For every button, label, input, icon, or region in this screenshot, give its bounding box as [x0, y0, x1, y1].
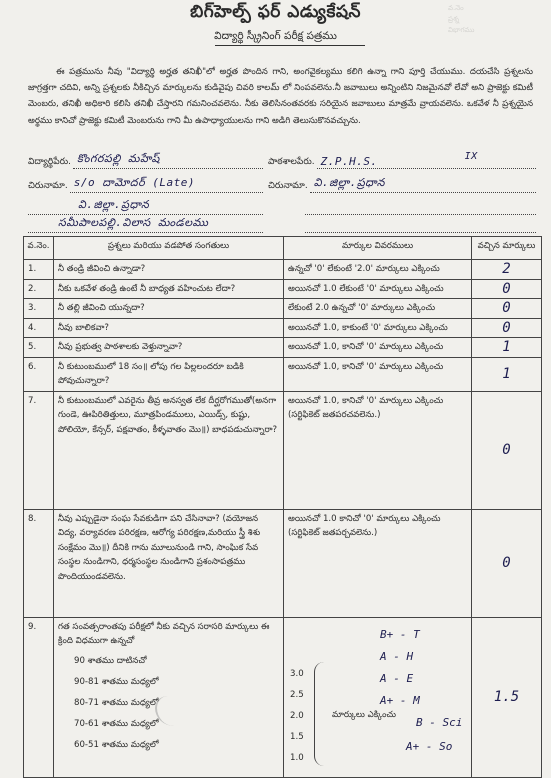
subtitle-underline [215, 45, 365, 46]
school-name-label: పాఠశాలపేరు. [268, 157, 315, 167]
grade-bands: 90 శాతము దాటినచో 90-81 శాతము మధ్యలో 80-71 శాతము మధ్యలో 70-61 శాతము మధ్యలో 60-51 శాతము మధ్యలో [74, 655, 159, 750]
mark-cell[interactable]: 0 [472, 391, 542, 509]
handwritten-grade: A - E [380, 671, 414, 685]
handwritten-grade: B - Sci [416, 715, 463, 729]
table-row: 7. నీ కుటుంబములో ఎవరైను తీవ్ర అనస్వత లేక దీర్ఘరోగముతో(అనగా గుండె, ఊపిరితిత్తులు, మూత్రపిండములు, ఎయిడ్స్, కుష్టు, పోలియో, కేన్సర్, పక్షవాతం, కీళ్ళవాతం మొ॥) బాధపడుచున్నారా? అయినచో 1.0, కానిచో '0' మార్కులు ఎక్కించు (సర్టిఫికెట్ జతపరచవలెను.) 0 [24, 391, 542, 509]
table-row: 9. గత సంవత్సరాంతపు పరీక్షలో నీకు వచ్చిన సరాసరి మార్కులు ఈ క్రింది విధముగా ఉన్నచో 90 శాతము దాటినచో 90-81 శాతము మధ్యలో 80-71 శాతము మధ్యలో 70-61 శాతము మధ్యలో 60-51 శాతము మధ్యలో 3.0 2.5 2.0 1.5 1.0 మార్కులు ఎక్కించు B+ - T A - H A - E A+ - M B - Sci A+ - So 1.5 [24, 617, 542, 777]
address-label-2: చిరునామా. [268, 181, 308, 191]
address-line-4-right[interactable] [305, 220, 536, 233]
mark-cell[interactable]: 1.5 [472, 617, 542, 777]
address-line-3[interactable] [28, 198, 263, 215]
table-row: 3. నీ తల్లి జీవించి యున్నదా? లేకుంటే 2.0 ఉన్నచో '0' మార్కులు ఎక్కించు 0 [24, 299, 542, 319]
address-value-2: వి.జిల్లా.ప్రధాన [313, 176, 385, 189]
address-value-1: s/o దామోదర్ (Late) [73, 176, 195, 189]
class-value: IX [464, 151, 478, 162]
school-name-field[interactable] [268, 151, 536, 169]
form-subtitle: విద్యార్థి స్క్రీనింగ్ పరీక్ష పత్రము [214, 30, 337, 42]
address-line-4[interactable] [28, 216, 263, 233]
address-value-4: సమీపాలపల్లి.విలాస మండలము [58, 216, 209, 229]
mark-cell[interactable]: 1 [472, 338, 542, 358]
header-scoring: మార్కుల వివరములు [284, 237, 472, 260]
table-row: 6. నీ కుటుంబములో 18 సం॥ లోపు గల పిల్లలందరూ బడికి పోవుచున్నారా? అయినచో 1.0, కానిచో '0' మార్కులు ఎక్కించు 1 [24, 357, 542, 391]
screening-table [23, 236, 542, 778]
address-label-1: చిరునామా. [28, 181, 68, 191]
instructions-paragraph: ఈ పత్రమును నీవు "విద్యార్థి అర్హత తనిఖీ"లో అర్హత పొందిన గాని, అంగవైకల్యము కలిగి ఉన్నా గాని పూర్తి చేయుము. దయచేసి ప్రశ్నలను జాగ్రత్తగా చదివి, అన్ని ప్రశ్నలకు నీకిచ్చిన మార్కులను కుడివైపు చివరి కాలమ్ లో నింపవలెను.నీ జవాబులు అన్నింటిని నిజమైనవో లేవో అని ప్రాజెక్టు కమిటీ మెంబరు, తనిఖీ అధికారి కలిసి తనిఖీ చేస్తారని గమనించవలెను. నీకు తెలిసినంతవరకు సరియైన జవాబులు మాత్రమే వ్రాయవలెను. ఒకవేళ నీ ప్రశ్నయైన అర్థము కానిచో ప్రాజెక్టు కమిటీ మెంబరును గాని మీ ఉపాధ్యాయులను గాని అడిగి తెలుసుకొనవచ్చును. [28, 67, 533, 126]
address-value-3: వి.జిల్లా.ప్రధాన [78, 198, 150, 211]
header-marks: వచ్చిన మార్కులు [472, 237, 542, 260]
student-name-value: కొంగరపల్లి మహేష్ [76, 152, 160, 165]
handwritten-grade: A - H [380, 649, 414, 663]
header-num: వ.నెం. [24, 237, 54, 260]
student-name-field[interactable] [28, 152, 263, 169]
table-row: 8. నీవు ఎప్పుడైనా సంఘ సేవకుడిగా పని చేసినావా? (వయోజన విద్య, వర్యావరణ పరిరక్షణ, ఆరోగ్య పరిరక్షణ,మరియు స్త్రీ శిశు సంక్షేమం మొ॥) దీనికి గాను మూలునుండి గాని, సాంఘిక సేవ సంస్థల నుండిగాని, ధర్మసంస్థల నుండిగాని ప్రశంసాపత్రము పొందియుండవలెను. అయినచో 1.0 కానిచో '0' మార్కులు ఎక్కించు (సర్టిఫికెట్ జతపర్చవలెను.) 0 [24, 509, 542, 617]
table-row: 1. నీ తండ్రి జీవించి ఉన్నాడా? ఉన్నచో '0' లేకుంటే '2.0' మార్కులు ఎక్కించు 2 [24, 260, 542, 280]
school-name-value: Z.P.H.S. [320, 155, 378, 168]
brace-icon [314, 662, 325, 766]
handwritten-grade: A+ - So [406, 739, 453, 753]
address-field-1[interactable] [28, 176, 263, 193]
address-line-3-right[interactable] [305, 202, 536, 215]
mark-cell[interactable]: 1 [472, 357, 542, 391]
table-row: 5. నీవు ప్రభుత్వ పాఠశాలకు వెళ్తున్నావా? అయినచో 1.0, కానిచో '0' మార్కులు ఎక్కించు 1 [24, 338, 542, 358]
mark-cell[interactable]: 0 [472, 509, 542, 617]
address-field-2[interactable] [268, 176, 536, 193]
table-header-row [24, 237, 542, 260]
mark-cell[interactable]: 0 [472, 299, 542, 319]
bleed-through-text: వ.నెం ప్రశ్న విభాగము [448, 4, 475, 34]
mark-cell[interactable]: 2 [472, 260, 542, 280]
handwritten-grade: A+ - M [380, 693, 420, 707]
form-title: బిగ్‌హెల్ప్ ఫర్ ఎడ్యుకేషన్ [190, 2, 361, 22]
mark-cell[interactable]: 0 [472, 279, 542, 299]
student-name-label: విద్యార్థిపేరు. [28, 157, 71, 167]
grade-points: 3.0 2.5 2.0 1.5 1.0 [290, 668, 304, 763]
table-row: 2. నీకు ఒకవేళ తండ్రి ఉంటే నీ బాధ్యత వహించుట లేదా? అయినచో 1.0 లేకుంటే '0' మార్కులు ఎక్కించు 0 [24, 279, 542, 299]
mark-cell[interactable]: 0 [472, 318, 542, 338]
table-row: 4. నీవు బాలికవా? అయినచో 1.0, కాకుంటే '0' మార్కులు ఎక్కించు 0 [24, 318, 542, 338]
grade-scoring [288, 620, 467, 770]
brace-label: మార్కులు ఎక్కించు [332, 709, 397, 720]
handwritten-grade: B+ - T [380, 627, 420, 641]
header-question: ప్రశ్నలు మరియు వడపోత సంగతులు [54, 237, 284, 260]
